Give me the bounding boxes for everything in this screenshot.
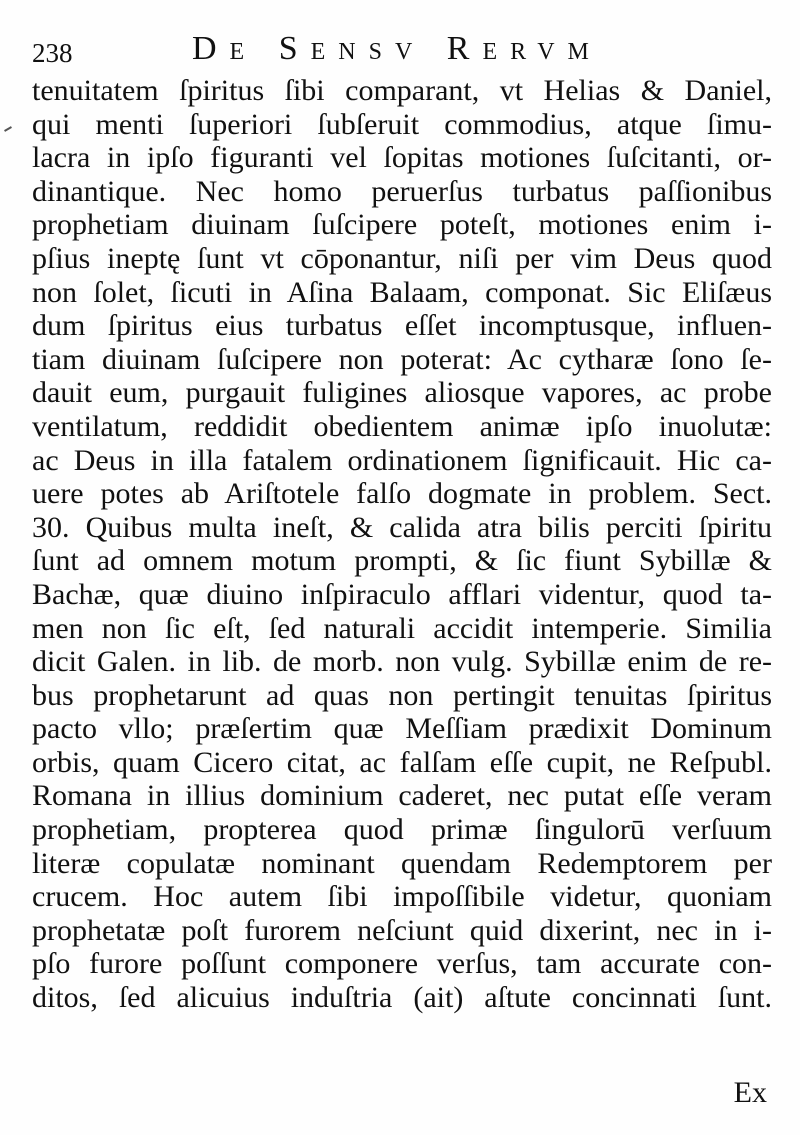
text-line: men non ſic eſt, ſed naturali accidit intemperie. Similia [32, 611, 772, 645]
text-line: tenuitatem ſpiritus ſibi comparant, vt Helias & Daniel, [32, 74, 772, 107]
text-line: ac Deus in illa fatalem ordinationem ſignificauit. Hic ca- [32, 443, 772, 477]
text-line: ſunt ad omnem motum prompti, & ſic fiunt Sybillæ & [32, 544, 772, 578]
text-line: pſo furore poſſunt componere verſus, tam accurate con- [32, 947, 772, 981]
text-line: crucem. Hoc autem ſibi impoſſibile videtur, quoniam [32, 880, 772, 914]
text-line: lacra in ipſo figuranti vel ſopitas motiones ſuſcitanti, or- [32, 141, 772, 175]
page-header [32, 28, 772, 72]
text-line: dum ſpiritus eius turbatus eſſet incomptusque, influen- [32, 309, 772, 343]
margin-mark [4, 126, 12, 132]
text-line: pſius ineptę ſunt vt cōponantur, niſi per vim Deus quod [32, 241, 772, 275]
text-line: dauit eum, purgauit fuligines aliosque vapores, ac probe [32, 376, 772, 410]
text-line: tiam diuinam ſuſcipere non poterat: Ac cytharæ ſono ſe- [32, 342, 772, 376]
text-line: dinantique. Nec homo peruerſus turbatus paſſionibus [32, 174, 772, 208]
catchword: Ex [733, 1076, 767, 1109]
text-line: dicit Galen. in lib. de morb. non vulg. Sybillæ enim de re- [32, 645, 772, 679]
text-line: orbis, quam Cicero citat, ac falſam eſſe cupit, ne Reſpubl. [32, 745, 772, 779]
text-line: ventilatum, reddidit obedientem animæ ipſo inuolutæ: [32, 409, 772, 443]
text-line: literæ copulatæ nominant quendam Redemptorem per [32, 846, 772, 880]
running-head: De Sensv Rervm [192, 30, 602, 67]
text-line: uere potes ab Ariſtotele falſo dogmate in problem. Sect. [32, 477, 772, 511]
text-line: qui menti ſuperiori ſubſeruit commodius, atque ſimu- [32, 107, 772, 141]
text-line: Bachæ, quæ diuino inſpiraculo afflari videntur, quod ta- [32, 577, 772, 611]
body-text [32, 74, 772, 1015]
text-line: ditos, ſed alicuius induſtria (ait) aſtute concinnati ſunt. [32, 981, 772, 1015]
page-number: 238 [32, 38, 73, 68]
text-line: non ſolet, ſicuti in Aſina Balaam, componat. Sic Eliſæus [32, 275, 772, 309]
text-line: 30. Quibus multa ineſt, & calida atra bilis perciti ſpiritu [32, 510, 772, 544]
text-line: pacto vllo; præſertim quæ Meſſiam prædixit Dominum [32, 712, 772, 746]
text-line: prophetiam diuinam ſuſcipere poteſt, motiones enim i- [32, 208, 772, 242]
text-line: prophetatæ poſt furorem neſciunt quid dixerint, nec in i- [32, 913, 772, 947]
text-line: prophetiam, propterea quod primæ ſingulorū verſuum [32, 813, 772, 847]
text-line: bus prophetarunt ad quas non pertingit tenuitas ſpiritus [32, 678, 772, 712]
text-line: Romana in illius dominium caderet, nec putat eſſe veram [32, 779, 772, 813]
